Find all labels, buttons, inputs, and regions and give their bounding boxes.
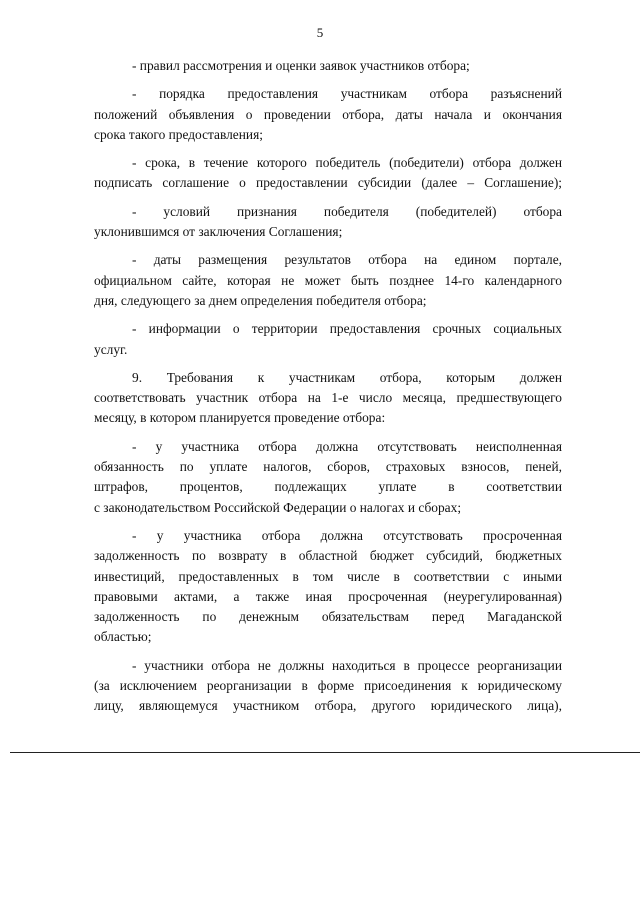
paragraph (94, 526, 562, 648)
paragraph (94, 319, 562, 360)
paragraph (94, 656, 562, 717)
paragraph (94, 250, 562, 311)
text-line: - срока, в течение которого победитель (победители) отбора должен (132, 155, 562, 171)
text-line: - правил рассмотрения и оценки заявок участников отбора; (132, 58, 470, 73)
text-line: - порядка предоставления участникам отбора разъяснений (132, 86, 562, 102)
page-separator-line (10, 752, 640, 753)
text-line: 9. Требования к участникам отбора, которым должен (132, 369, 562, 385)
document-body (94, 56, 562, 717)
text-line: услуг. (94, 341, 128, 357)
page-number: 5 (316, 25, 324, 40)
paragraph (94, 56, 562, 76)
text-line: лицу, являющемуся участником отбора, другого юридического лица), (94, 698, 562, 714)
paragraph (94, 437, 562, 518)
paragraph (94, 202, 562, 243)
text-line: срока такого предоставления; (94, 126, 263, 142)
text-line: с законодательством Российской Федерации о налогах и сборах; (94, 499, 462, 515)
text-line: - у участника отбора должна отсутствовать неисполненная (132, 438, 562, 454)
text-line: штрафов, процентов, подлежащих уплате в соответствии (94, 479, 562, 495)
text-line: - у участника отбора должна отсутствовать просроченная (132, 527, 562, 543)
text-line: официальном сайте, которая не может быть позднее 14-го календарного (94, 272, 562, 288)
text-line: инвестиций, предоставленных в том числе в соответствии с иными (94, 568, 562, 584)
text-line: положений объявления о проведении отбора, даты начала и окончания (94, 106, 562, 122)
text-line: правовыми актами, а также иная просроченная (неурегулированная) (94, 588, 562, 604)
text-line: (за исключением реорганизации в форме присоединения к юридическому (94, 678, 562, 694)
text-line: подписать соглашение о предоставлении субсидии (далее – Соглашение); (94, 175, 562, 191)
text-line: задолженность по возврату в областной бюджет субсидий, бюджетных (94, 548, 562, 564)
text-line: - условий признания победителя (победителей) отбора (132, 203, 562, 219)
text-line: уклонившимся от заключения Соглашения; (94, 224, 343, 240)
text-line: - информации о территории предоставления срочных социальных (132, 321, 562, 337)
paragraph (94, 153, 562, 194)
text-line: дня, следующего за днем определения победителя отбора; (94, 292, 427, 308)
text-line: месяцу, в котором планируется проведение отбора: (94, 410, 386, 426)
paragraph (94, 368, 562, 429)
paragraph (94, 84, 562, 145)
text-line: задолженность по денежным обязательствам перед Магаданской (94, 609, 562, 625)
text-line: - даты размещения результатов отбора на едином портале, (132, 252, 562, 268)
text-line: областью; (94, 629, 152, 645)
text-line: обязанность по уплате налогов, сборов, страховых взносов, пеней, (94, 459, 562, 475)
text-line: соответствовать участник отбора на 1-е число месяца, предшествующего (94, 390, 562, 406)
text-line: - участники отбора не должны находиться в процессе реорганизации (132, 657, 562, 673)
